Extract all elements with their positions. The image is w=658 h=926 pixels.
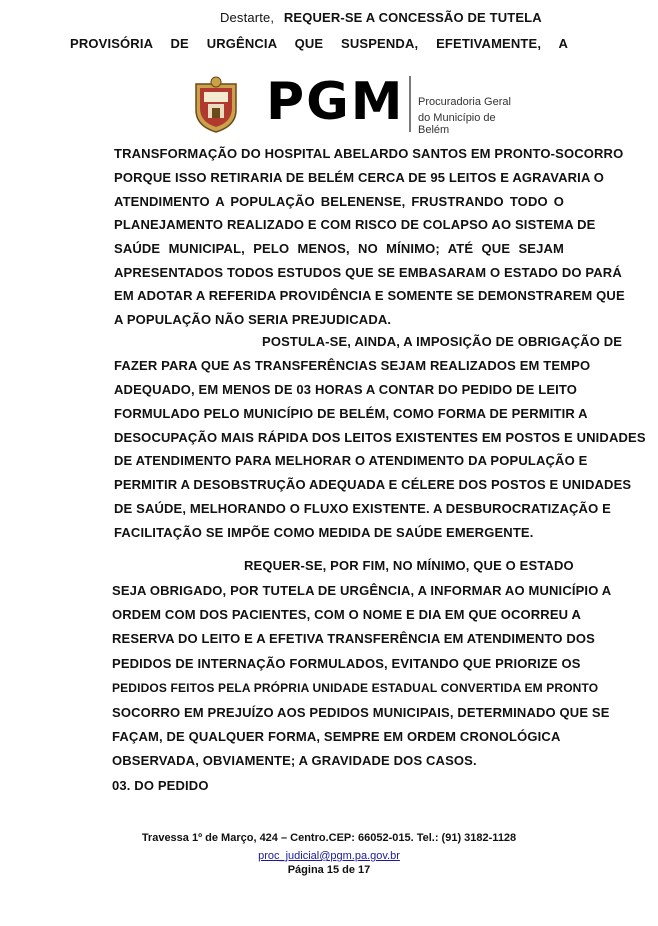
paragraph-1-line: ATENDIMENTO A POPULAÇÃO BELENENSE, FRUSTRANDO TODO O — [114, 194, 564, 209]
footer-email-row — [0, 850, 658, 862]
paragraph-2-line: ADEQUADO, EM MENOS DE 03 HORAS A CONTAR DO PEDIDO DE LEITO — [114, 382, 578, 397]
paragraph-2-line: DE SAÚDE, MELHORANDO O FLUXO EXISTENTE. A DESBUROCRATIZAÇÃO E — [114, 501, 611, 516]
paragraph-3-line: ORDEM COM DOS PACIENTES, COM O NOME E DIA EM QUE OCORREU A — [112, 607, 582, 622]
paragraph-2-line: POSTULA-SE, AINDA, A IMPOSIÇÃO DE OBRIGAÇÃO DE — [262, 334, 623, 349]
paragraph-3-line: OBSERVADA, OBVIAMENTE; A GRAVIDADE DOS CASOS. — [112, 753, 477, 768]
pgm-logo-text: PGM — [266, 72, 405, 132]
footer-email-link[interactable]: proc_judicial@pgm.pa.gov.br — [258, 850, 400, 862]
paragraph-2-line: PERMITIR A DESOBSTRUÇÃO ADEQUADA E CÉLERE DOS POSTOS E UNIDADES — [114, 477, 632, 492]
paragraph-3-line: PEDIDOS FEITOS PELA PRÓPRIA UNIDADE ESTADUAL CONVERTIDA EM PRONTO — [112, 681, 599, 695]
paragraph-2-line: DE ATENDIMENTO PARA MELHORAR O ATENDIMENTO DA POPULAÇÃO E — [114, 453, 588, 468]
paragraph-3-line: SOCORRO EM PREJUÍZO AOS PEDIDOS MUNICIPAIS, DETERMINADO QUE SE — [112, 705, 610, 720]
paragraph-1-line: TRANSFORMAÇÃO DO HOSPITAL ABELARDO SANTOS EM PRONTO-SOCORRO — [114, 146, 624, 161]
paragraph-3-line: FAÇAM, DE QUALQUER FORMA, SEMPRE EM ORDEM CRONOLÓGICA — [112, 729, 561, 744]
footer-address: Travessa 1º de Março, 424 – Centro.CEP: 66052-015. Tel.: (91) 3182-1128 — [141, 832, 517, 844]
section-heading: 03. DO PEDIDO — [112, 778, 209, 793]
paragraph-3-line: RESERVA DO LEITO E A EFETIVA TRANSFERÊNCIA EM ATENDIMENTO DOS — [112, 631, 595, 646]
org-name-line-1: Procuradoria Geral — [418, 96, 511, 108]
paragraph-1-line: APRESENTADOS TODOS ESTUDOS QUE SE EMBASARAM O ESTADO DO PARÁ — [114, 265, 622, 280]
paragraph-2-line: FAZER PARA QUE AS TRANSFERÊNCIAS SEJAM REALIZADOS EM TEMPO — [114, 358, 591, 373]
letterhead — [190, 74, 520, 136]
paragraph-1-line: PORQUE ISSO RETIRARIA DE BELÉM CERCA DE 95 LEITOS E AGRAVARIA O — [114, 170, 605, 185]
paragraph-1-line: EM ADOTAR A REFERIDA PROVIDÊNCIA E SOMENTE SE DEMONSTRAREM QUE — [114, 288, 625, 303]
paragraph-2-line: FORMULADO PELO MUNICÍPIO DE BELÉM, COMO FORMA DE PERMITIR A — [114, 406, 588, 421]
top-line-1-bold: REQUER-SE A CONCESSÃO DE TUTELA — [283, 10, 542, 25]
top-line-2: PROVISÓRIA DE URGÊNCIA QUE SUSPENDA, EFETIVAMENTE, A — [70, 36, 568, 51]
footer-page-number: Página 15 de 17 — [287, 864, 371, 876]
paragraph-2-line: FACILITAÇÃO SE IMPÕE COMO MEDIDA DE SAÚDE EMERGENTE. — [114, 525, 534, 540]
paragraph-3-line: PEDIDOS DE INTERNAÇÃO FORMULADOS, EVITANDO QUE PRIORIZE OS — [112, 656, 581, 671]
paragraph-2-line: DESOCUPAÇÃO MAIS RÁPIDA DOS LEITOS EXISTENTES EM POSTOS E UNIDADES — [114, 430, 646, 445]
paragraph-3-line: REQUER-SE, POR FIM, NO MÍNIMO, QUE O ESTADO — [244, 558, 574, 573]
paragraph-1-line: PLANEJAMENTO REALIZADO E COM RISCO DE COLAPSO AO SISTEMA DE — [114, 217, 596, 232]
top-line-1 — [220, 10, 568, 25]
paragraph-1-line: SAÚDE MUNICIPAL, PELO MENOS, NO MÍNIMO; ATÉ QUE SEJAM — [114, 241, 564, 256]
top-line-1-prefix: Destarte, — [220, 10, 275, 25]
org-name-line-2: do Município de Belém — [418, 112, 496, 136]
paragraph-1-line: A POPULAÇÃO NÃO SERIA PREJUDICADA. — [114, 312, 392, 327]
paragraph-3-line: SEJA OBRIGADO, POR TUTELA DE URGÊNCIA, A INFORMAR AO MUNICÍPIO A — [112, 583, 612, 598]
